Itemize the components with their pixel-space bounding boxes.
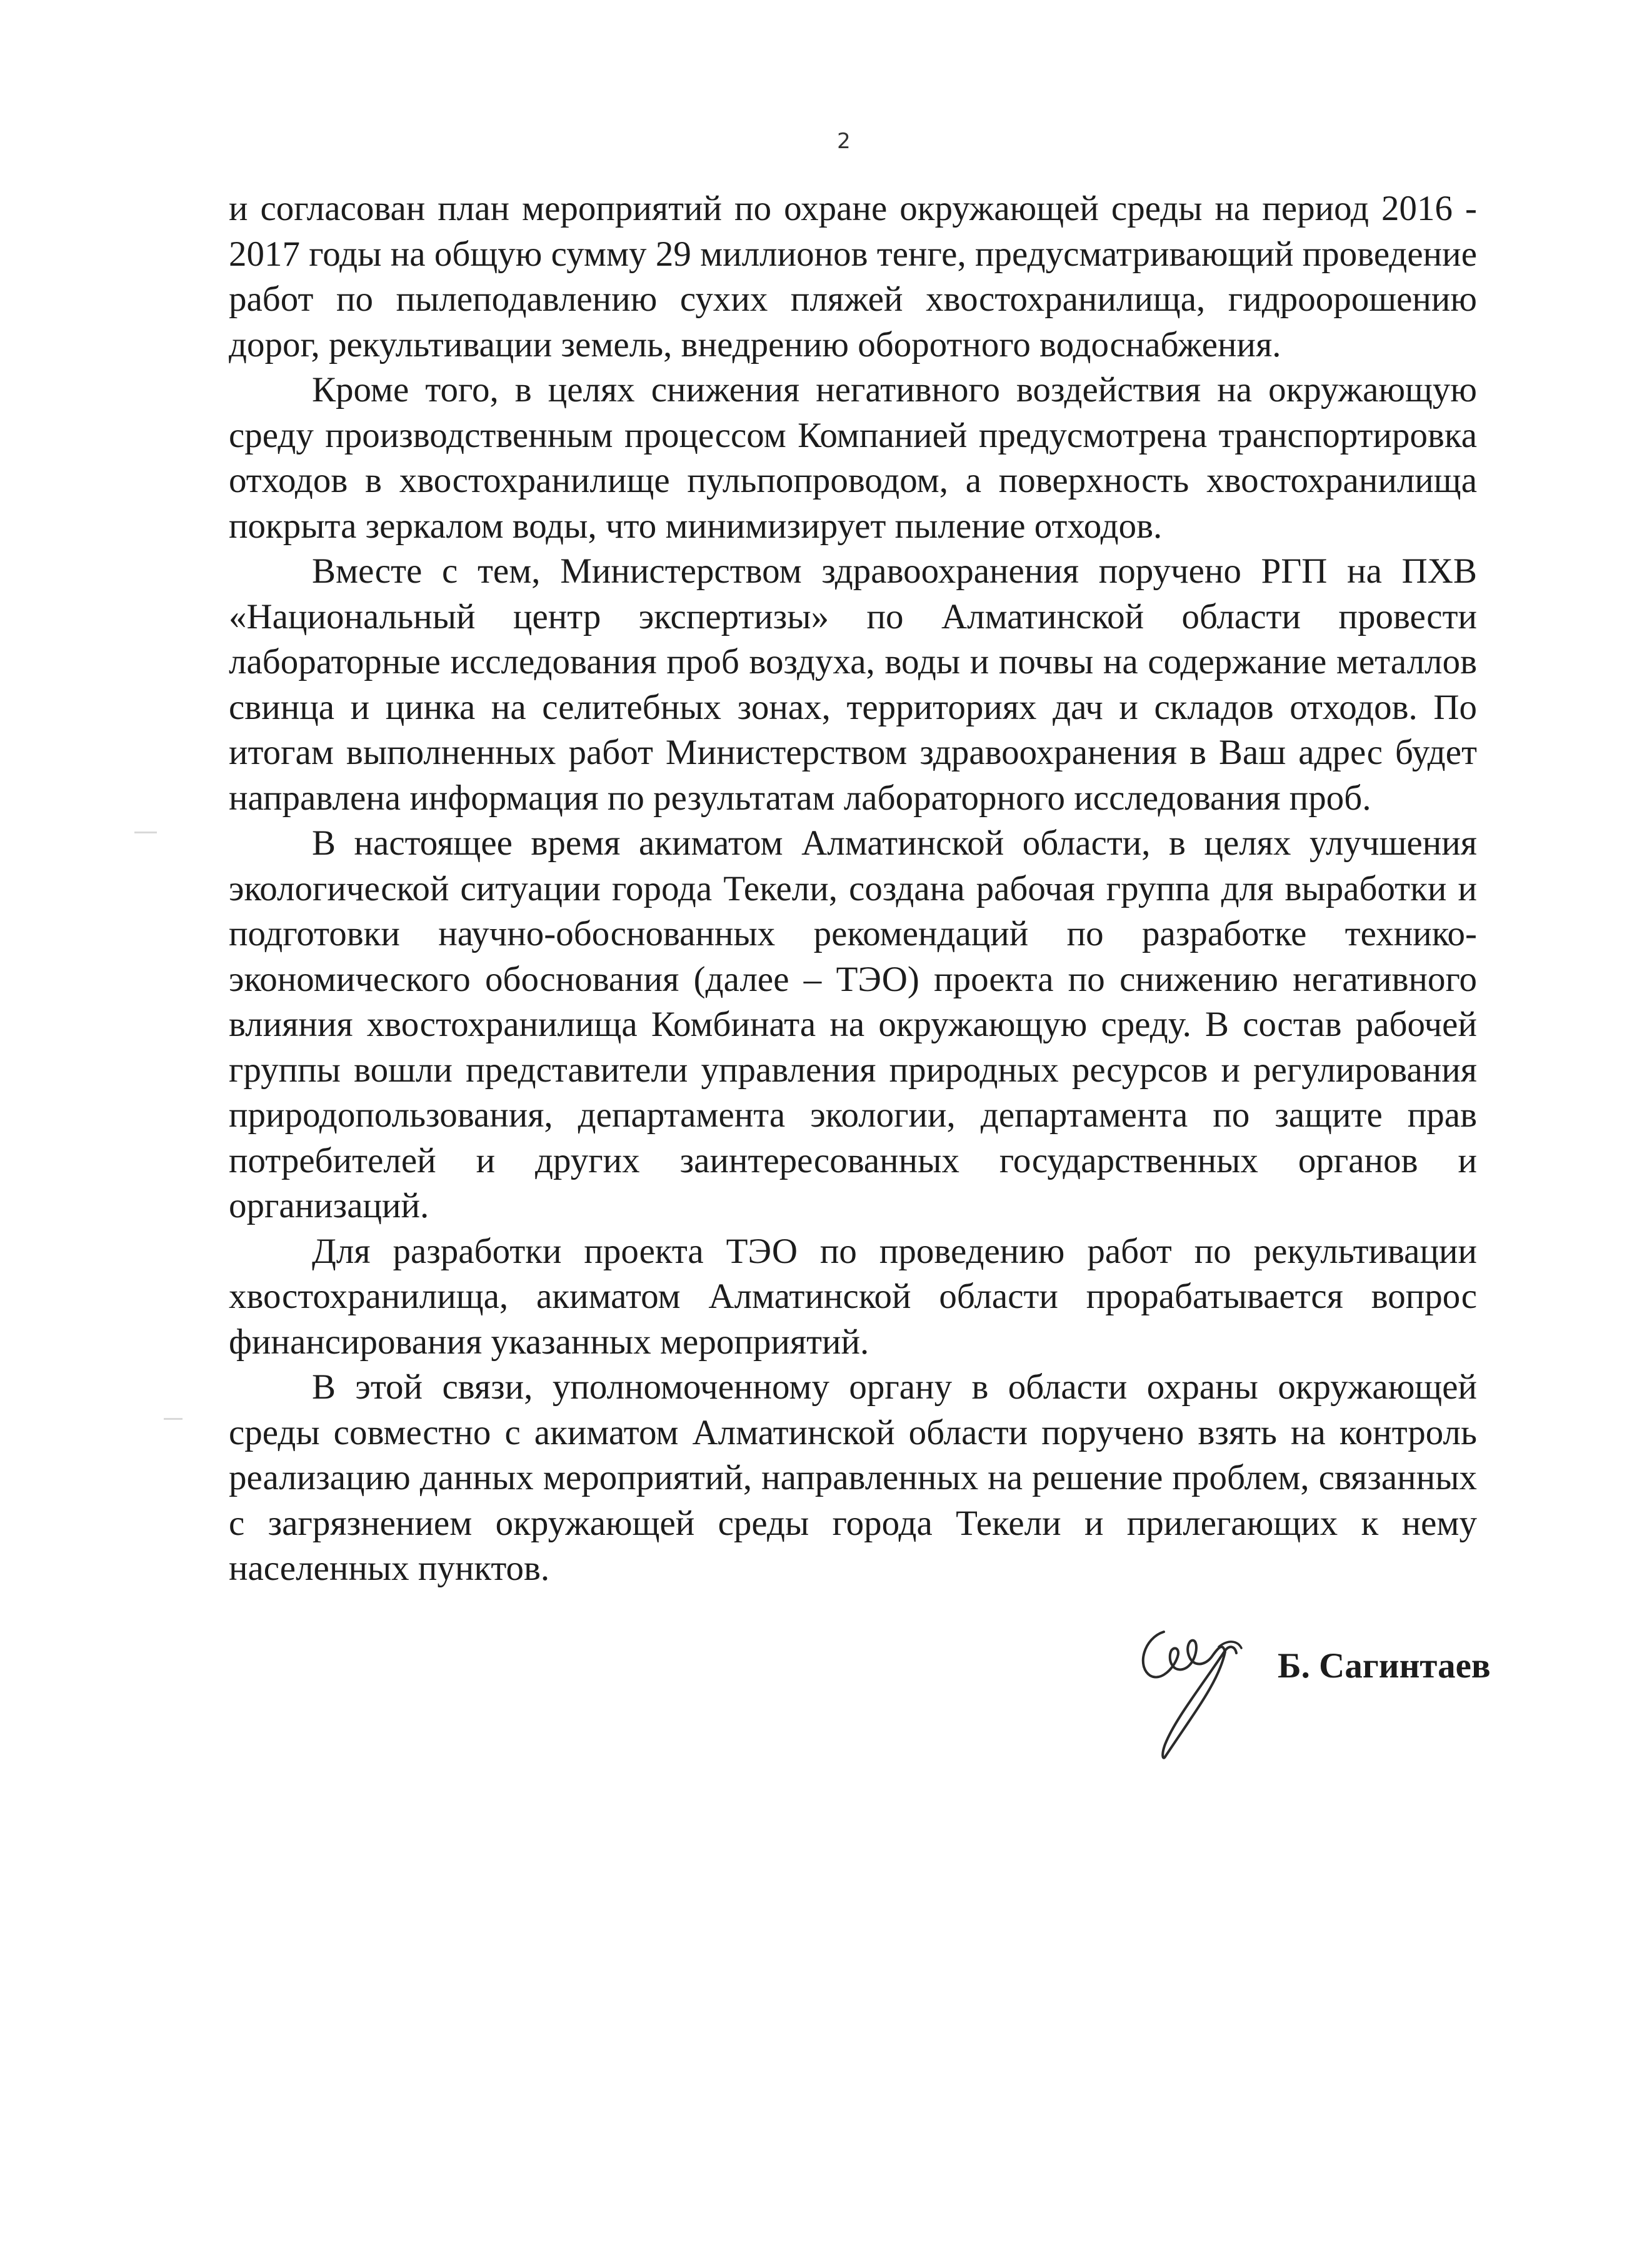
scan-artifact-mark: [134, 832, 157, 833]
paragraph-4: В настоящее время акиматом Алматинской области, в целях улучшения экологической ситуации города Текели, создана рабочая группа для выработки и подготовки научно-обоснованных рекомендаций по разработке технико-экономического обоснования (далее – ТЭО) проекта по снижению негативного влияния хвостохранилища Комбината на окружающую среду. В состав рабочей группы вошли представители управления природных ресурсов и регулирования природопользования, департамента экологии, департамента по защите прав потребителей и других заинтересованных государственных органов и организаций.: [229, 823, 1477, 1225]
paragraph-3: Вместе с тем, Министерством здравоохранения поручено РГП на ПХВ «Национальный центр экспертизы» по Алматинской области провести лабораторные исследования проб воздуха, воды и почвы на содержание металлов свинца и цинка на селитебных зонах, территориях дач и складов отходов. По итогам выполненных работ Министерством здравоохранения в Ваш адрес будет направлена информация по результатам лабораторного исследования проб.: [229, 551, 1477, 818]
signer-name: Б. Сагинтаев: [1278, 1646, 1491, 1686]
document-body: [229, 186, 1477, 1592]
paragraph-5: Для разработки проекта ТЭО по проведению работ по рекультивации хвостохранилища, акиматом Алматинской области прорабатывается вопрос финансирования указанных мероприятий.: [229, 1231, 1477, 1362]
page-number: 2: [837, 129, 851, 154]
paragraph-1: и согласован план мероприятий по охране окружающей среды на период 2016 - 2017 годы на общую сумму 29 миллионов тенге, предусматривающий проведение работ по пылеподавлению сухих пляжей хвостохранилища, гидроорошению дорог, рекультивации земель, внедрению оборотного водоснабжения.: [229, 189, 1477, 364]
paragraph-2: Кроме того, в целях снижения негативного воздействия на окружающую среду производственным процессом Компанией предусмотрена транспортировка отходов в хвостохранилище пульпопроводом, а поверхность хвостохранилища покрыта зеркалом воды, что минимизирует пыление отходов.: [229, 370, 1477, 546]
signature-block: [1125, 1607, 1500, 1769]
handwritten-signature-icon: [1125, 1607, 1275, 1769]
paragraph-6: В этой связи, уполномоченному органу в области охраны окружающей среды совместно с акиматом Алматинской области поручено взять на контроль реализацию данных мероприятий, направленных на решение проблем, связанных с загрязнением окружающей среды города Текели и прилегающих к нему населенных пунктов.: [229, 1367, 1477, 1588]
scan-artifact-mark: [164, 1418, 183, 1420]
